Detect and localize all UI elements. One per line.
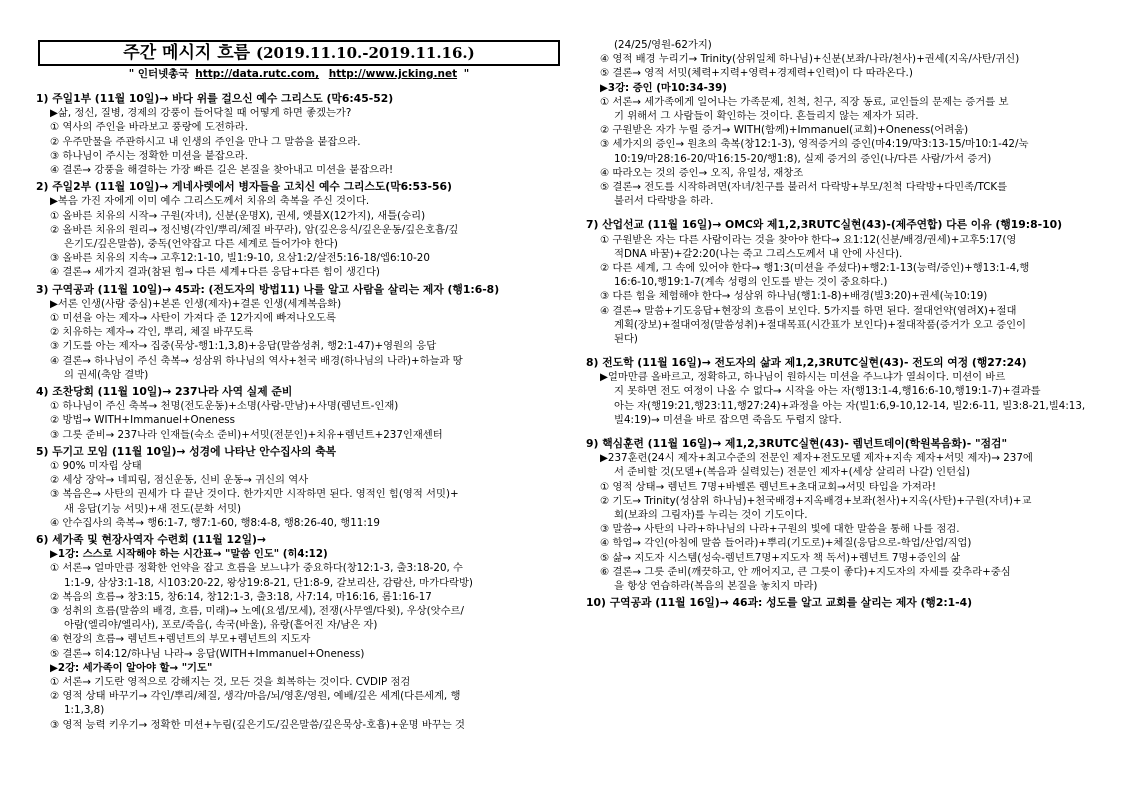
summary-line: ▶복음 가진 자에게 이미 예수 그리스도께서 치유의 축복을 주신 것이다. (50, 195, 370, 208)
list-item: ③ 하나님이 주시는 정확한 미션을 붙잡으라. (50, 149, 248, 162)
list-item: ⑤ 결론→ 히4:12/하나님 나라→ 응답(WITH+Immanuel+Oneness) (50, 647, 365, 660)
subsection-heading: ▶1강: 스스로 시작해야 하는 시간표→ "말씀 인도" (히4:12) (50, 548, 328, 561)
section-heading: 3) 구역공과 (11월 10일)→ 45과: (전도자의 방법11) 나를 알고 사람을 살리는 제자 (행1:6-8) (36, 282, 500, 296)
source-link-1[interactable]: http://data.rutc.com, (195, 68, 320, 80)
summary-line: ▶237훈련(24시 제자+최고수준의 전문인 제자+전도모델 제자+지속 제자+서밋 제자)→ 237에 (600, 452, 1033, 465)
list-item: ④ 안수집사의 축복→ 행6:1-7, 행7:1-60, 행8:4-8, 행8:26-40, 행11:19 (50, 516, 380, 529)
continuation-line: 계획(장보)+절대여정(말씀성취)+절대목표(시간표가 보인다)+절대작품(증거가 오고 증인이 (614, 318, 1026, 331)
document-title: 주간 메시지 흐름 (123, 43, 251, 63)
list-item: ② 복음의 흐름→ 창3:15, 창6:14, 창12:1-3, 출3:18, 사7:14, 마16:16, 롬1:16-17 (50, 590, 432, 603)
list-item: ② 우주만물을 주관하시고 내 인생의 주인을 만나 그 말씀을 붙잡으라. (50, 135, 361, 148)
summary-line: ▶서론 인생(사람 중심)+본론 인생(제자)+결론 인생(세계복음화) (50, 297, 342, 310)
list-item: ① 영적 상태→ 렘넌트 7명+바벨론 렘넌트+초대교회→서밋 타입을 가져라! (600, 480, 936, 493)
list-item: ① 역사의 주인을 바라보고 풍랑에 도전하라. (50, 121, 248, 134)
continuation-line: 10:19/마28:16-20/막16:15-20/행1:8), 실제 증거의 증인(나/다른 사람/가서 증거) (614, 152, 992, 165)
list-item: ③ 올바른 치유의 지속→ 고후12:1-10, 빌1:9-10, 요삼1:2/살전5:16-18/엡6:10-20 (50, 252, 430, 265)
list-item: ⑤ 삶→ 지도자 시스템(성숙-렘넌트7명+지도자 책 독서)+렘넌트 7명+증인의 삶 (600, 551, 961, 564)
continuation-line: 새 응답(기능 서밋)+새 전도(문화 서밋) (64, 502, 242, 515)
list-item: ① 하나님이 주신 축복→ 천명(전도운동)+소명(사람-만남)+사명(렘넌트-인재) (50, 400, 399, 413)
list-item: ④ 현장의 흐름→ 렘넌트+렘넌트의 부모+렘넌트의 지도자 (50, 633, 311, 646)
continuation-line: 지 못하면 전도 여정이 나올 수 없다→ 시작을 아는 자(행13:1-4,행16:6-10,행19:1-7)+결과를 (614, 385, 1041, 398)
list-item: ④ 결론→ 세가지 결과(참된 힘→ 다른 세계+다른 응답+다른 힘이 생긴다) (50, 266, 380, 279)
list-item: ③ 성취의 흐름(말씀의 배경, 흐름, 미래)→ 노예(요셉/모세), 전쟁(사무엘/다윗), 우상(앗수르/ (50, 605, 464, 617)
section-heading: 6) 세가족 및 현장사역자 수련회 (11월 12일)→ (36, 533, 266, 546)
list-item: ② 구원받은 자가 누릴 증거→ WITH(함께)+Immanuel(교회)+Oneness(어려움) (600, 124, 969, 137)
section-heading: 5) 두기고 모임 (11월 10일)→ 성경에 나타난 안수집사의 축복 (36, 444, 337, 458)
source-prefix: " 인터넷총국 (128, 68, 189, 80)
document-title-box (38, 40, 560, 66)
document-dates: (2019.11.10.-2019.11.16.) (255, 44, 475, 62)
continuation-line: 16:6-10,행19:1-7(계속 성령의 인도를 받는 것이 중요하다.) (614, 276, 888, 289)
list-item: ④ 결론→ 강풍을 해결하는 가장 빠른 길은 본질을 찾아내고 미션을 붙잡으라! (50, 164, 394, 176)
section-heading: 8) 전도학 (11월 16일)→ 전도자의 삶과 제1,2,3RUTC실현(43)- 전도의 여정 (행27:24) (586, 356, 1027, 370)
list-item: ① 구원받은 자는 다른 사람이라는 것을 찾아야 한다→ 요1:12(신분/배경/권세)+고후5:17(영 (600, 233, 1017, 246)
list-item: ⑤ 결론→ 전도를 시작하려면(자녀/친구를 불러서 다락방+부모/친척 다락방+다민족/TCK를 (600, 181, 1008, 193)
list-item: ① 서론→ 얼마만큼 정확한 언약을 잡고 흐름을 보느냐가 중요하다(창12:1-3, 출3:18-20, 수 (50, 562, 463, 575)
list-item: ⑥ 결론→ 그릇 준비(깨끗하고, 안 깨어지고, 큰 그릇이 좋다)+지도자의 자세를 갖추라+중심 (600, 565, 1011, 578)
source-suffix: " (463, 68, 470, 80)
list-item: ③ 말씀→ 사탄의 나라+하나님의 나라+구원의 빛에 대한 말씀을 통해 나를 점검. (600, 523, 960, 536)
list-item: ① 서론→ 기도란 영적으로 강해지는 것, 모든 것을 회복하는 것이다. CVDIP 점검 (50, 676, 411, 688)
list-item: ② 올바른 치유의 원리→ 정신병(각인/뿌리/체질 바꾸라), 암(깊은응식/깊은운동/깊은호흡/깊 (50, 223, 459, 236)
section-heading: 9) 핵심훈련 (11월 16일)→ 제1,2,3RUTC실현(43)- 렘넌트데이(학원복음화)- "점검" (586, 437, 1008, 451)
list-item: ② 다른 세계, 그 속에 있어야 한다→ 행1:3(미션을 주셨다)+행2:1-13(능력/증인)+행13:1-4,행 (600, 261, 1030, 274)
continuation-line: 1:1-9, 삼상3:1-18, 시103:20-22, 왕상19:8-21, 단1:8-9, 갈보리산, 감람산, 마가다락방) (64, 576, 473, 589)
list-item: ④ 결론→ 하나님이 주신 축복→ 성삼위 하나님의 역사+천국 배경(하나님의 나라)+하늘과 땅 (50, 354, 463, 367)
continuation-line: 의 권세(축암 결박) (64, 368, 149, 381)
list-item: ① 미션을 아는 제자→ 사탄이 가져다 준 12가지에 빠져나오도록 (50, 312, 336, 324)
list-item: ④ 결론→ 말씀+기도응답+현장의 흐름이 보인다. 5가지를 하면 된다. 절대언약(염려X)+절대 (600, 304, 1017, 317)
continuation-line: 빌4:19)→ 미션을 바로 잡으면 죽음도 두렵지 않다. (614, 413, 842, 426)
continuation-line: 서 준비할 것(모델+(복음과 실력있는) 전문인 제자+(세상 살리러 나갈) 인턴십) (614, 466, 970, 479)
list-item: ② 치유하는 제자→ 각인, 뿌리, 체질 바꾸도록 (50, 326, 254, 339)
list-item: ④ 따라오는 것의 증인→ 오직, 유일성, 재창조 (600, 166, 804, 179)
list-item: ② 방법→ WITH+Immanuel+Oneness (50, 414, 236, 427)
list-item: ④ 학업→ 각인(아침에 말씀 들어라)+뿌리(기도로)+체질(응답으로-학업/산업/직업) (600, 537, 972, 550)
continuation-line: 회(보좌의 그림자)를 누리는 것이 기도이다. (614, 509, 808, 522)
list-item: ③ 영적 능력 키우기→ 정확한 미션+누림(깊은기도/깊은말씀/깊은묵상-호흡)+운명 바꾸는 것 (50, 718, 465, 731)
subsection-heading: ▶2강: 세가족이 알아야 할→ "기도" (50, 661, 213, 674)
list-item: ③ 복음은→ 사탄의 권세가 다 끝난 것이다. 한가지만 시작하면 된다. 영적인 힘(영적 서밋)+ (50, 488, 459, 501)
list-item: ③ 그릇 준비→ 237나라 인재들(숙소 준비)+서밋(전문인)+치유+렘넌트+237인재센터 (50, 428, 443, 441)
list-item: ④ 영적 배경 누리기→ Trinity(삼위일체 하나님)+신분(보좌/나라/천사)+권세(지옥/사탄/귀신) (600, 53, 1020, 66)
continuation-line: 아람(엘리야/엘리사), 포로/죽음(, 속국(바울), 유랑(흩어진 자/남은 자) (64, 619, 378, 632)
list-item: ① 90% 미자립 상태 (50, 460, 142, 472)
list-item: ① 서론→ 세가족에게 일어나는 가족문제, 친척, 친구, 직장 동료, 교인들의 문제는 증거를 보 (600, 95, 1009, 108)
section-heading: 10) 구역공과 (11월 16일)→ 46과: 성도를 알고 교회를 살리는 제자 (행2:1-4) (586, 596, 973, 610)
list-item: ⑤ 결론→ 영적 서밋(체력+지력+영력+경제력+인력)이 다 따라온다.) (600, 67, 913, 80)
source-line (38, 66, 560, 81)
continuation-line: 은기도/깊은말씀), 중독(언약잡고 다른 세계로 들어가야 한다) (64, 238, 338, 250)
list-item: ③ 다른 힘을 체험해야 한다→ 성삼위 하나님(행1:1-8)+배경(빌3:20)+권세(눅10:19) (600, 290, 988, 303)
section-heading: 1) 주일1부 (11월 10일)→ 바다 위를 걸으신 예수 그리스도 (막6:45-52) (36, 92, 394, 105)
section-heading: 7) 산업선교 (11월 16일)→ OMC와 제1,2,3RUTC실현(43)-(제주연합) 다른 이유 (행19:8-10) (586, 218, 1063, 232)
summary-line: ▶얼마만큼 올바르고, 정확하고, 하나님이 원하시는 미션을 주느냐가 열쇠이다. 미션이 바르 (600, 371, 1006, 384)
list-item: ② 세상 장악→ 네피림, 점신운동, 신비 운동→ 귀신의 역사 (50, 474, 309, 487)
continuation-line: 을 항상 연습하라(복음의 본질을 놓치지 마라) (614, 580, 818, 593)
section-heading: 2) 주일2부 (11월 10일)→ 게네사렛에서 병자들을 고치신 예수 그리스도(막6:53-56) (36, 180, 452, 194)
continuation-line: 기 위해서 그 사람들이 확인하는 것이다. 흔들리지 않는 제자가 되라. (614, 110, 919, 122)
continuation-line: 1:1,3,8) (64, 704, 105, 717)
list-item: ② 영적 상태 바꾸기→ 각인/뿌리/체질, 생각/마음/뇌/영혼/영원, 예배/깊은 세계(다른세계, 행 (50, 690, 461, 703)
continuation-line: 된다) (614, 332, 638, 345)
summary-line: ▶삶, 정신, 질병, 경제의 강풍이 들어닥칠 때 어떻게 하면 좋겠는가? (50, 107, 352, 120)
continuation-line: 불러서 다락방을 하라. (614, 195, 714, 208)
list-item: ② 기도→ Trinity(성삼위 하나님)+천국배경+지옥배경+보좌(천사)+지옥(사탄)+구원(자녀)+교 (600, 494, 1032, 507)
subsection-heading: ▶3강: 증인 (마10:34-39) (600, 81, 727, 94)
source-link-2[interactable]: http://www.jcking.net (328, 68, 458, 80)
continuation-line: 적DNA 바꿈)+갈2:20(나는 죽고 그리스도께서 내 안에 사신다). (614, 247, 903, 260)
list-item: ① 올바른 치유의 시작→ 구원(자녀), 신분(운명X), 권세, 엣블X(12가지), 새틀(승리) (50, 209, 426, 222)
continuation-line: (24/25/영원-62가지) (614, 39, 712, 51)
list-item: ③ 기도를 아는 제자→ 집중(묵상-행1:1,3,8)+응답(말씀성취, 행2:1-47)+영원의 응답 (50, 340, 437, 353)
section-heading: 4) 조찬당회 (11월 10일)→ 237나라 사역 실제 준비 (36, 385, 293, 398)
list-item: ③ 세가지의 증인→ 원초의 축복(창12:1-3), 영적증거의 증인(마4:19/막3:13-15/마10:1-42/눅 (600, 138, 1029, 151)
continuation-line: 아는 자(행19:21,행23:11,행27:24)+과정을 아는 자(빌1:6,9-10,12-14, 빌2:6-11, 빌3:8-21,빌4:13, (614, 399, 1086, 412)
